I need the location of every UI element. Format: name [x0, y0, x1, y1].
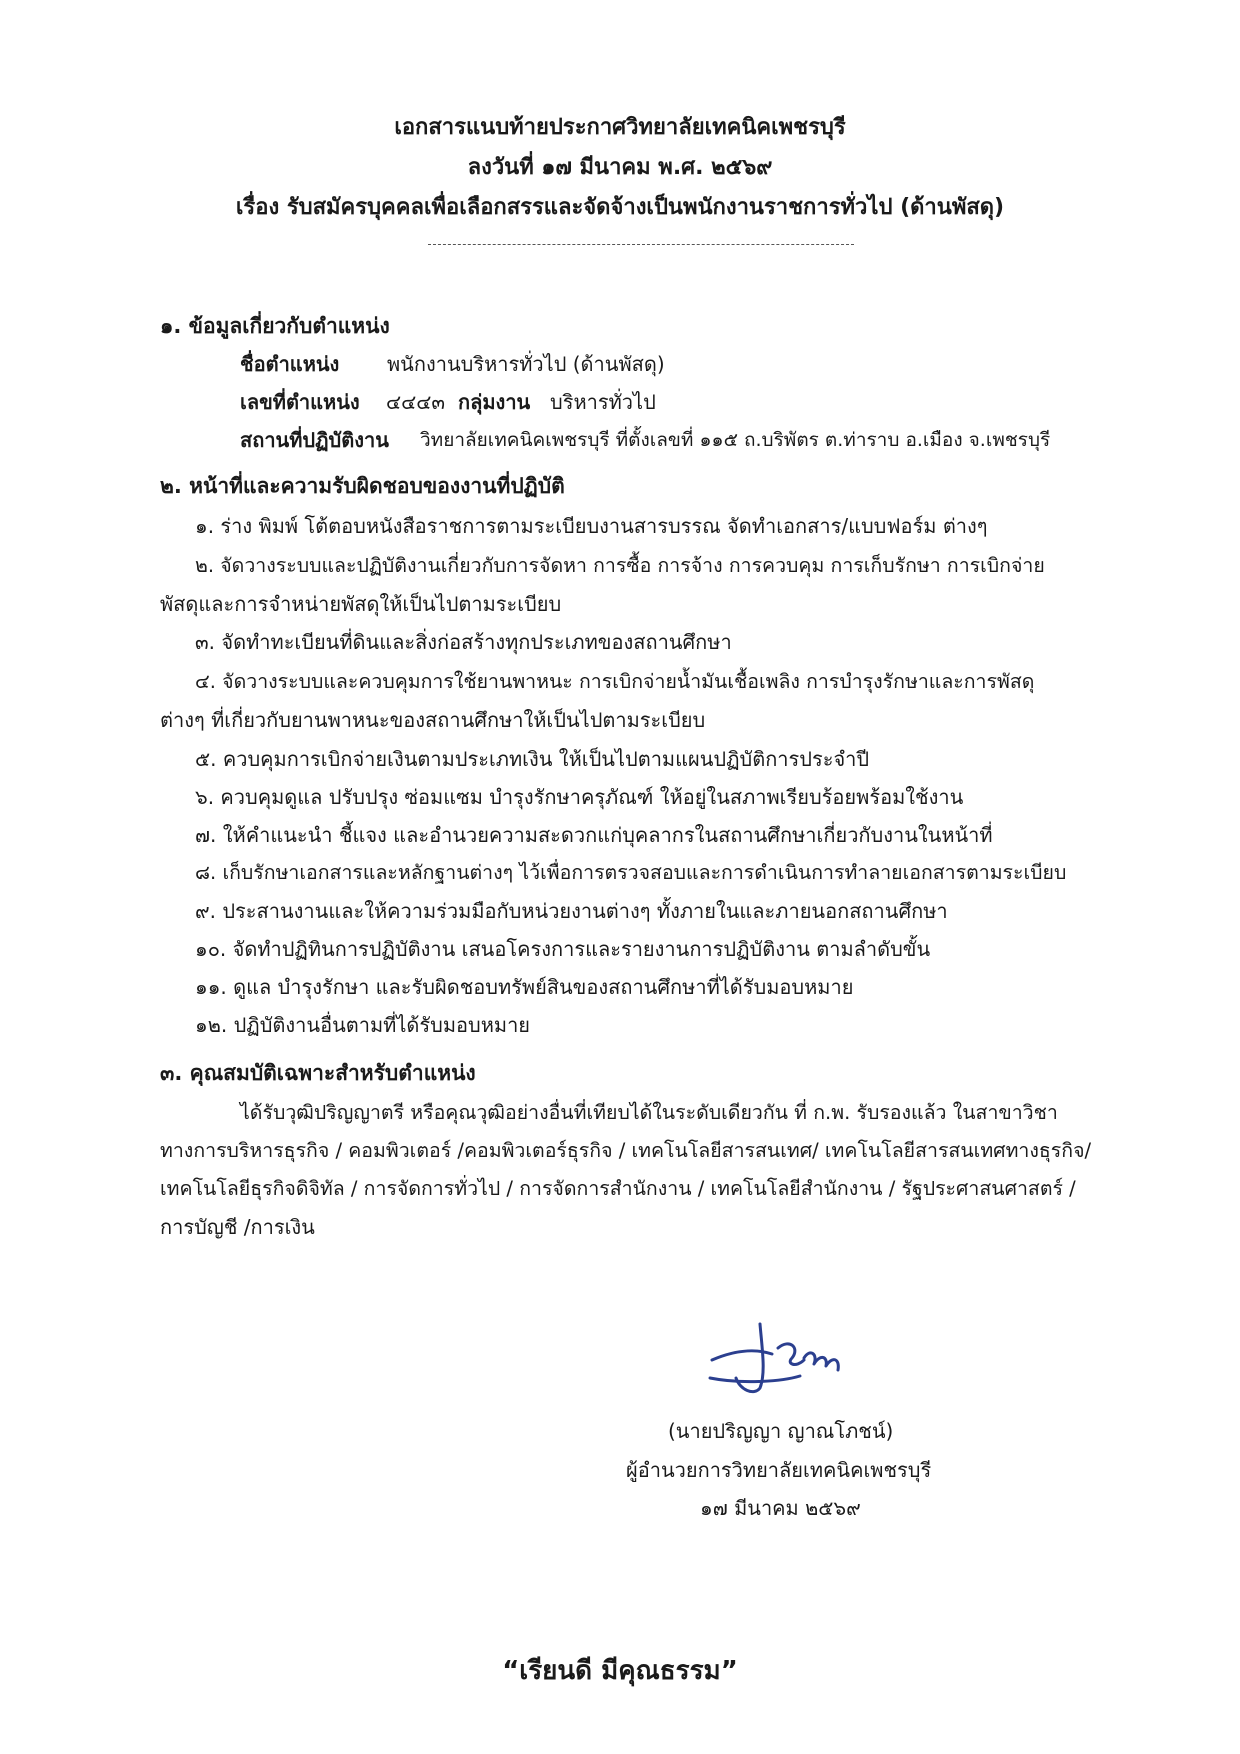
duty-item: ๑. ร่าง พิมพ์ โต้ตอบหนังสือราชการตามระเบียบงานสารบรรณ จัดทำเอกสาร/แบบฟอร์ม ต่างๆ — [195, 514, 988, 538]
signer-name: (นายปริญญา ญาณโภชน์) — [668, 1419, 894, 1443]
qualification-line: ได้รับวุฒิปริญญาตรี หรือคุณวุฒิอย่างอื่นที่เทียบได้ในระดับเดียวกัน ที่ ก.พ. รับรองแล้ว ในสาขาวิชา — [240, 1101, 1058, 1124]
header-title: เอกสารแนบท้ายประกาศวิทยาลัยเทคนิคเพชรบุรี — [394, 115, 846, 140]
work-group-value: บริหารทั่วไป — [550, 390, 656, 414]
duty-item: ๙. ประสานงานและให้ความร่วมมือกับหน่วยงานต่างๆ ทั้งภายในและภายนอกสถานศึกษา — [195, 899, 948, 923]
header-subject: เรื่อง รับสมัครบุคคลเพื่อเลือกสรรและจัดจ้างเป็นพนักงานราชการทั่วไป (ด้านพัสดุ) — [235, 195, 1005, 220]
section-3-title: ๓. คุณสมบัติเฉพาะสำหรับตำแหน่ง — [160, 1061, 476, 1085]
duty-item: ๘. เก็บรักษาเอกสารและหลักฐานต่างๆ ไว้เพื่อการตรวจสอบและการดำเนินการทำลายเอกสารตามระเบียบ — [195, 861, 1067, 884]
qualification-line: ทางการบริหารธุรกิจ / คอมพิวเตอร์ /คอมพิวเตอร์ธุรกิจ / เทคโนโลยีสารสนเทศ/ เทคโนโลยีสารสนเทศทางธุรกิจ/ — [160, 1139, 1092, 1162]
duty-item: ๓. จัดทำทะเบียนที่ดินและสิ่งก่อสร้างทุกประเภทของสถานศึกษา — [195, 630, 732, 654]
footer-motto: “เรียนดี มีคุณธรรม” — [502, 1656, 738, 1686]
duty-item: ๒. จัดวางระบบและปฏิบัติงานเกี่ยวกับการจัดหา การซื้อ การจ้าง การควบคุม การเก็บรักษา การเบิกจ่าย — [195, 554, 1045, 577]
signature-date: ๑๗ มีนาคม ๒๕๖๙ — [700, 1496, 861, 1520]
position-value: พนักงานบริหารทั่วไป (ด้านพัสดุ) — [387, 352, 665, 376]
signer-title: ผู้อำนวยการวิทยาลัยเทคนิคเพชรบุรี — [626, 1458, 932, 1482]
duty-item: ๑๑. ดูแล บำรุงรักษา และรับผิดชอบทรัพย์สินของสถานศึกษาที่ได้รับมอบหมาย — [195, 975, 854, 999]
position-label: ชื่อตำแหน่ง — [240, 352, 340, 376]
qualification-line: เทคโนโลยีธุรกิจดิจิทัล / การจัดการทั่วไป / การจัดการสำนักงาน / เทคโนโลยีสำนักงาน / รัฐประศาสนศาสตร์ / — [160, 1177, 1076, 1200]
section-1-title: ๑. ข้อมูลเกี่ยวกับตำแหน่ง — [160, 314, 390, 338]
duty-item: ๑๒. ปฏิบัติงานอื่นตามที่ได้รับมอบหมาย — [195, 1013, 531, 1037]
header-date: ลงวันที่ ๑๗ มีนาคม พ.ศ. ๒๕๖๙ — [467, 155, 773, 180]
duty-item: ๕. ควบคุมการเบิกจ่ายเงินตามประเภทเงิน ให้เป็นไปตามแผนปฏิบัติการประจำปี — [195, 747, 870, 771]
duty-item: ๗. ให้คำแนะนำ ชี้แจง และอำนวยความสะดวกแก่บุคลากรในสถานศึกษาเกี่ยวกับงานในหน้าที่ — [195, 823, 993, 847]
position-number-value: ๔๔๔๓ — [386, 390, 446, 414]
work-group-label: กลุ่มงาน — [458, 390, 531, 414]
duty-item-continuation: พัสดุและการจำหน่ายพัสดุให้เป็นไปตามระเบียบ — [160, 592, 562, 616]
duty-item: ๔. จัดวางระบบและควบคุมการใช้ยานพาหนะ การเบิกจ่ายน้ำมันเชื้อเพลิง การบำรุงรักษาและการพัสดุ — [195, 670, 1035, 693]
position-number-label: เลขที่ตำแหน่ง — [240, 390, 360, 414]
header-divider — [428, 244, 854, 245]
qualification-line: การบัญชี /การเงิน — [160, 1215, 315, 1239]
duty-item-continuation: ต่างๆ ที่เกี่ยวกับยานพาหนะของสถานศึกษาให้เป็นไปตามระเบียบ — [160, 708, 706, 732]
workplace-label: สถานที่ปฏิบัติงาน — [240, 428, 389, 452]
workplace-value: วิทยาลัยเทคนิคเพชรบุรี ที่ตั้งเลขที่ ๑๑๕ ถ.บริพัตร ต.ท่าราบ อ.เมือง จ.เพชรบุรี — [420, 429, 1051, 451]
duty-item: ๖. ควบคุมดูแล ปรับปรุง ซ่อมแซม บำรุงรักษาครุภัณฑ์ ให้อยู่ในสภาพเรียบร้อยพร้อมใช้งาน — [195, 785, 964, 809]
section-2-title: ๒. หน้าที่และความรับผิดชอบของงานที่ปฏิบัติ — [160, 474, 565, 498]
duty-item: ๑๐. จัดทำปฏิทินการปฏิบัติงาน เสนอโครงการและรายงานการปฏิบัติงาน ตามลำดับขั้น — [195, 937, 931, 961]
handwritten-signature — [700, 1318, 860, 1408]
